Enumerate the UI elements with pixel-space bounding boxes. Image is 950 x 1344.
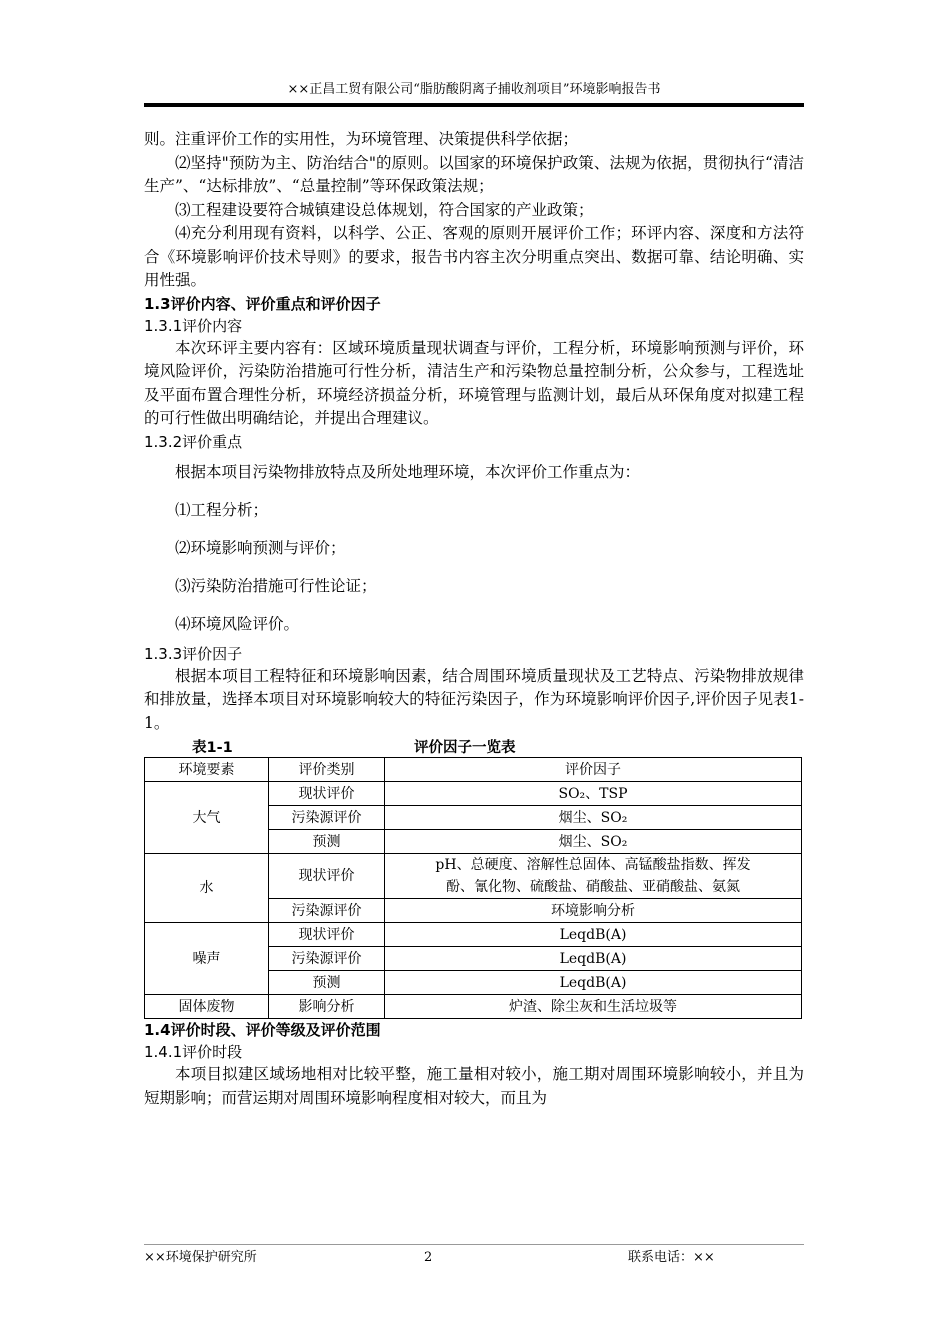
header-cell: 环境要素 [145, 758, 269, 782]
page-header [144, 80, 804, 100]
section-1-3-heading: 1.3评价内容、评价重点和评价因子 [144, 294, 381, 313]
header-cell: 评价因子 [385, 758, 802, 782]
factor-cell: 烟尘、SO₂ [385, 830, 802, 854]
section-1-3-2-heading: 1.3.2评价重点 [144, 432, 243, 451]
factor-cell: SO₂、TSP [385, 782, 802, 806]
table-row [145, 995, 802, 1019]
table-number: 表1-1 [192, 740, 233, 756]
section-1-4-1-text: 本项目拟建区域场地相对比较平整，施工量相对较小，施工期对周围环境影响较小，并且为短期影响；而营运期对周围环境影响程度相对较大，而且为 [144, 1065, 804, 1107]
type-cell: 污染源评价 [269, 899, 385, 923]
list-item: ⑵环境影响预测与评价； [175, 538, 346, 557]
factor-cell: LeqdB(A) [385, 947, 802, 971]
element-cell-air: 大气 [145, 782, 269, 854]
list-item: ⑴工程分析； [175, 500, 269, 519]
table-title: 评价因子一览表 [414, 740, 516, 756]
page-number: 2 [424, 1250, 433, 1265]
header-title: ××正昌工贸有限公司“脂肪酸阴离子捕收剂项目”环境影响报告书 [287, 82, 661, 97]
type-cell: 污染源评价 [269, 806, 385, 830]
element-cell-water: 水 [145, 854, 269, 923]
table-header-row [145, 758, 802, 782]
element-cell-noise: 噪声 [145, 923, 269, 995]
paragraph-principle-2: ⑵坚持"预防为主、防治结合"的原则。以国家的环境保护政策、法规为依据，贯彻执行“清洁生产”、“达标排放”、“总量控制”等环保政策法规； [144, 153, 804, 195]
factor-cell: LeqdB(A) [385, 923, 802, 947]
list-item: ⑷环境风险评价。 [175, 614, 300, 633]
table-row [145, 923, 802, 947]
header-rule [144, 103, 804, 107]
paragraph-continuation: 则。注重评价工作的实用性，为环境管理、决策提供科学依据； [144, 130, 579, 148]
evaluation-factors-table [144, 757, 802, 1019]
table-row [145, 782, 802, 806]
section-1-3-1-text: 本次环评主要内容有：区域环境质量现状调查与评价，工程分析，环境影响预测与评价，环境风险评价，污染防治措施可行性分析，清洁生产和污染物总量控制分析，公众参与，工程选址及平面布置合理性分析，环境经济损益分析，环境管理与监测计划，最后从环保角度对拟建工程的可行性做出明确结论，并提出合理建议。 [144, 338, 804, 427]
section-1-3-2-intro: 根据本项目污染物排放特点及所处地理环境，本次评价工作重点为： [175, 462, 641, 481]
type-cell: 预测 [269, 830, 385, 854]
type-cell: 现状评价 [269, 782, 385, 806]
factor-line: pH、总硬度、溶解性总固体、高锰酸盐指数、挥发 [435, 857, 751, 873]
type-cell: 现状评价 [269, 854, 385, 899]
section-1-3-1-heading: 1.3.1评价内容 [144, 316, 243, 335]
footer-organization: ××环境保护研究所 [144, 1250, 257, 1265]
section-1-3-3-text: 根据本项目工程特征和环境影响因素，结合周围环境质量现状及工艺特点、污染物排放规律和排放量，选择本项目对环境影响较大的特征污染因子，作为环境影响评价因子,评价因子见表1-1。 [144, 666, 804, 732]
type-cell: 预测 [269, 971, 385, 995]
factor-line: 酚、氰化物、硫酸盐、硝酸盐、亚硝酸盐、氨氮 [446, 879, 740, 895]
footer-rule [144, 1244, 804, 1245]
header-cell: 评价类别 [269, 758, 385, 782]
list-item: ⑶污染防治措施可行性论证； [175, 576, 377, 595]
factor-cell: 环境影响分析 [385, 899, 802, 923]
paragraph-principle-3: ⑶工程建设要符合城镇建设总体规划，符合国家的产业政策； [175, 200, 594, 219]
section-1-4-1-heading: 1.4.1评价时段 [144, 1043, 243, 1061]
page-content [144, 128, 804, 1110]
table-row [145, 854, 802, 899]
factor-cell: 炉渣、除尘灰和生活垃圾等 [385, 995, 802, 1019]
table-caption [144, 735, 804, 757]
element-cell-solid: 固体废物 [145, 995, 269, 1019]
type-cell: 现状评价 [269, 923, 385, 947]
type-cell: 污染源评价 [269, 947, 385, 971]
section-1-3-3-heading: 1.3.3评价因子 [144, 644, 243, 663]
footer-contact: 联系电话：×× [628, 1250, 715, 1265]
paragraph-principle-4: ⑷充分利用现有资料，以科学、公正、客观的原则开展评价工作；环评内容、深度和方法符合《环境影响评价技术导则》的要求，报告书内容主次分明重点突出、数据可靠、结论明确、实用性强。 [144, 224, 804, 289]
section-1-4-heading: 1.4评价时段、评价等级及评价范围 [144, 1021, 381, 1039]
type-cell: 影响分析 [269, 995, 385, 1019]
factor-cell: LeqdB(A) [385, 971, 802, 995]
factor-cell [385, 854, 802, 899]
factor-cell: 烟尘、SO₂ [385, 806, 802, 830]
